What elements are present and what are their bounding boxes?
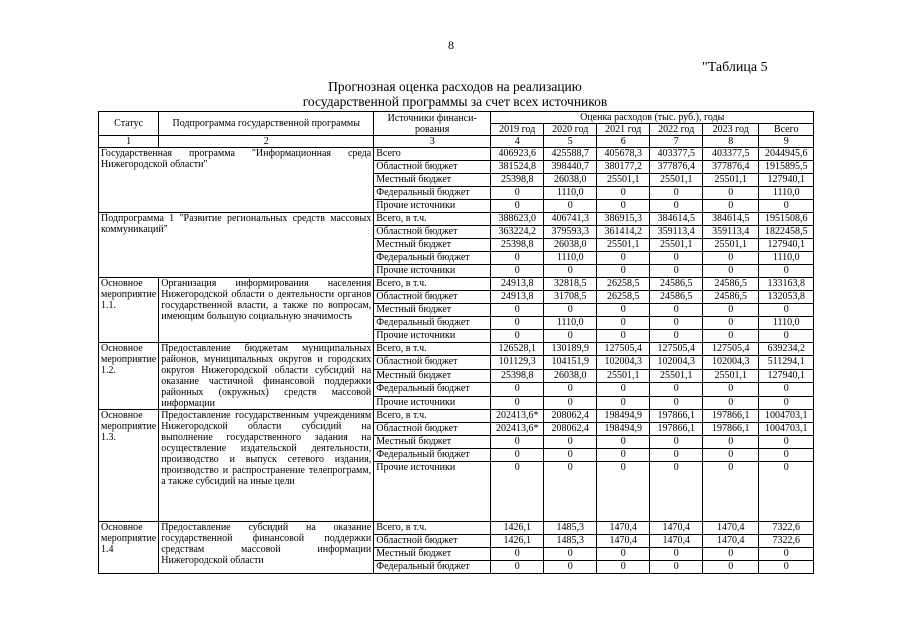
table-row	[99, 410, 814, 423]
value-cell: 0	[703, 561, 759, 574]
total-cell: 1915895,5	[759, 161, 814, 174]
value-cell: 32818,5	[544, 278, 597, 291]
column-number: 5	[544, 136, 597, 148]
status-cell: Основное мероприятие 1.2.	[99, 343, 159, 410]
value-cell: 0	[544, 462, 597, 522]
source-cell: Прочие источники	[374, 462, 491, 522]
value-cell: 1485,3	[544, 522, 597, 535]
value-cell: 1426,1	[491, 522, 544, 535]
header-sources: Источники финанси-рования	[374, 112, 491, 136]
value-cell: 102004,3	[703, 356, 759, 369]
value-cell: 0	[544, 200, 597, 213]
value-cell: 380177,2	[597, 161, 650, 174]
value-cell: 0	[650, 317, 703, 330]
value-cell: 0	[703, 252, 759, 265]
source-cell: Областной бюджет	[374, 423, 491, 436]
value-cell: 197866,1	[650, 410, 703, 423]
value-cell: 25398,8	[491, 174, 544, 187]
value-cell: 388623,0	[491, 213, 544, 226]
value-cell: 0	[491, 200, 544, 213]
value-cell: 384614,5	[650, 213, 703, 226]
value-cell: 25501,1	[597, 174, 650, 187]
source-cell: Федеральный бюджет	[374, 449, 491, 462]
value-cell: 104151,9	[544, 356, 597, 369]
value-cell: 0	[650, 561, 703, 574]
total-cell: 2044945,6	[759, 148, 814, 161]
value-cell: 0	[650, 449, 703, 462]
total-cell: 1004703,1	[759, 423, 814, 436]
value-cell: 0	[597, 317, 650, 330]
value-cell: 26258,5	[597, 278, 650, 291]
column-number: 8	[703, 136, 759, 148]
value-cell: 0	[491, 317, 544, 330]
value-cell: 0	[703, 383, 759, 396]
value-cell: 130189,9	[544, 343, 597, 356]
value-cell: 0	[650, 187, 703, 200]
value-cell: 0	[491, 449, 544, 462]
value-cell: 1470,4	[703, 535, 759, 548]
source-cell: Всего, в т.ч.	[374, 410, 491, 423]
value-cell: 25501,1	[597, 369, 650, 382]
value-cell: 0	[597, 330, 650, 343]
source-cell: Прочие источники	[374, 330, 491, 343]
value-cell: 377876,4	[703, 161, 759, 174]
expense-table	[98, 111, 814, 574]
source-cell: Всего	[374, 148, 491, 161]
value-cell: 0	[703, 200, 759, 213]
column-number: 2	[159, 136, 374, 148]
source-cell: Федеральный бюджет	[374, 252, 491, 265]
value-cell: 0	[703, 304, 759, 317]
value-cell: 1470,4	[650, 522, 703, 535]
value-cell: 1470,4	[650, 535, 703, 548]
value-cell: 0	[544, 436, 597, 449]
value-cell: 25398,8	[491, 369, 544, 382]
value-cell: 384614,5	[703, 213, 759, 226]
value-cell: 101129,3	[491, 356, 544, 369]
title-line-2: государственной программы за счет всех источников	[302, 94, 608, 109]
value-cell: 26038,0	[544, 369, 597, 382]
value-cell: 0	[544, 383, 597, 396]
total-cell: 0	[759, 330, 814, 343]
subprogram-cell: Предоставление бюджетам муниципальных районов, муниципальных округов и городских округов Нижегородской области субсидий на оказание частичной финансовой поддержки районных (окружных) средств массовой информации	[159, 343, 374, 410]
value-cell: 377876,4	[650, 161, 703, 174]
value-cell: 0	[597, 252, 650, 265]
value-cell: 0	[491, 396, 544, 409]
total-cell: 0	[759, 449, 814, 462]
value-cell: 202413,6*	[491, 423, 544, 436]
value-cell: 0	[650, 330, 703, 343]
value-cell: 0	[491, 187, 544, 200]
source-cell: Областной бюджет	[374, 356, 491, 369]
value-cell: 361414,2	[597, 226, 650, 239]
value-cell: 0	[650, 436, 703, 449]
value-cell: 1110,0	[544, 187, 597, 200]
value-cell: 0	[597, 462, 650, 522]
value-cell: 0	[491, 252, 544, 265]
value-cell: 208062,4	[544, 410, 597, 423]
value-cell: 0	[703, 548, 759, 561]
value-cell: 1470,4	[703, 522, 759, 535]
value-cell: 363224,2	[491, 226, 544, 239]
value-cell: 0	[597, 548, 650, 561]
value-cell: 0	[703, 436, 759, 449]
source-cell: Федеральный бюджет	[374, 317, 491, 330]
source-cell: Местный бюджет	[374, 436, 491, 449]
total-cell: 1110,0	[759, 187, 814, 200]
header-year: 2021 год	[597, 124, 650, 136]
column-number: 6	[597, 136, 650, 148]
value-cell: 0	[650, 383, 703, 396]
value-cell: 359113,4	[650, 226, 703, 239]
value-cell: 208062,4	[544, 423, 597, 436]
total-cell: 1110,0	[759, 317, 814, 330]
value-cell: 379593,3	[544, 226, 597, 239]
value-cell: 406741,3	[544, 213, 597, 226]
source-cell: Прочие источники	[374, 396, 491, 409]
column-number: 9	[759, 136, 814, 148]
value-cell: 0	[544, 396, 597, 409]
value-cell: 25398,8	[491, 239, 544, 252]
total-cell: 127940,1	[759, 174, 814, 187]
value-cell: 31708,5	[544, 291, 597, 304]
table-row	[99, 278, 814, 291]
value-cell: 359113,4	[703, 226, 759, 239]
value-cell: 25501,1	[703, 369, 759, 382]
value-cell: 24586,5	[703, 278, 759, 291]
column-number: 1	[99, 136, 159, 148]
total-cell: 0	[759, 462, 814, 522]
total-cell: 127940,1	[759, 369, 814, 382]
table-title	[240, 79, 670, 109]
value-cell: 1470,4	[597, 535, 650, 548]
value-cell: 0	[597, 200, 650, 213]
value-cell: 26038,0	[544, 239, 597, 252]
column-number: 7	[650, 136, 703, 148]
title-line-1: Прогнозная оценка расходов на реализацию	[328, 79, 582, 94]
value-cell: 398440,7	[544, 161, 597, 174]
status-cell: Основное мероприятие 1.4	[99, 522, 159, 574]
source-cell: Всего, в т.ч.	[374, 343, 491, 356]
source-cell: Областной бюджет	[374, 535, 491, 548]
total-cell: 511294,1	[759, 356, 814, 369]
total-cell: 0	[759, 265, 814, 278]
value-cell: 0	[597, 436, 650, 449]
header-year: 2020 год	[544, 124, 597, 136]
value-cell: 381524,8	[491, 161, 544, 174]
total-cell: 132053,8	[759, 291, 814, 304]
source-cell: Местный бюджет	[374, 304, 491, 317]
total-cell: 1004703,1	[759, 410, 814, 423]
value-cell: 1426,1	[491, 535, 544, 548]
value-cell: 0	[650, 462, 703, 522]
source-cell: Всего, в т.ч.	[374, 278, 491, 291]
value-cell: 0	[650, 265, 703, 278]
source-cell: Областной бюджет	[374, 161, 491, 174]
value-cell: 197866,1	[703, 410, 759, 423]
value-cell: 0	[544, 548, 597, 561]
value-cell: 0	[703, 265, 759, 278]
source-cell: Областной бюджет	[374, 226, 491, 239]
source-cell: Местный бюджет	[374, 548, 491, 561]
column-number: 3	[374, 136, 491, 148]
total-cell: 127940,1	[759, 239, 814, 252]
header-year: 2023 год	[703, 124, 759, 136]
value-cell: 24586,5	[650, 278, 703, 291]
value-cell: 198494,9	[597, 410, 650, 423]
value-cell: 0	[650, 252, 703, 265]
source-cell: Местный бюджет	[374, 174, 491, 187]
program-name-cell: Подпрограмма 1 "Развитие региональных средств массовых коммуникаций"	[99, 213, 374, 278]
value-cell: 386915,3	[597, 213, 650, 226]
total-cell: 1110,0	[759, 252, 814, 265]
total-cell: 639234,2	[759, 343, 814, 356]
total-cell: 0	[759, 561, 814, 574]
header-total: Всего	[759, 124, 814, 136]
value-cell: 0	[650, 304, 703, 317]
value-cell: 0	[491, 383, 544, 396]
total-cell: 7322,6	[759, 522, 814, 535]
value-cell: 0	[597, 383, 650, 396]
total-cell: 0	[759, 436, 814, 449]
value-cell: 0	[597, 187, 650, 200]
value-cell: 0	[650, 396, 703, 409]
total-cell: 0	[759, 548, 814, 561]
value-cell: 25501,1	[650, 369, 703, 382]
value-cell: 24586,5	[703, 291, 759, 304]
value-cell: 24586,5	[650, 291, 703, 304]
source-cell: Федеральный бюджет	[374, 561, 491, 574]
value-cell: 102004,3	[597, 356, 650, 369]
value-cell: 0	[597, 561, 650, 574]
value-cell: 0	[597, 304, 650, 317]
header-estimate: Оценка расходов (тыс. руб.), годы	[491, 112, 814, 124]
value-cell: 0	[544, 265, 597, 278]
table-row	[99, 213, 814, 226]
value-cell: 202413,6*	[491, 410, 544, 423]
value-cell: 406923,6	[491, 148, 544, 161]
column-number: 4	[491, 136, 544, 148]
value-cell: 127505,4	[650, 343, 703, 356]
source-cell: Местный бюджет	[374, 369, 491, 382]
subprogram-cell: Предоставление субсидий на оказание государственной финансовой поддержки средствам массовой информации Нижегородской области	[159, 522, 374, 574]
value-cell: 0	[703, 396, 759, 409]
source-cell: Федеральный бюджет	[374, 187, 491, 200]
value-cell: 197866,1	[650, 423, 703, 436]
value-cell: 25501,1	[703, 174, 759, 187]
value-cell: 126528,1	[491, 343, 544, 356]
value-cell: 0	[491, 436, 544, 449]
value-cell: 0	[703, 187, 759, 200]
value-cell: 0	[544, 304, 597, 317]
header-year: 2022 год	[650, 124, 703, 136]
source-cell: Федеральный бюджет	[374, 383, 491, 396]
source-cell: Прочие источники	[374, 265, 491, 278]
source-cell: Прочие источники	[374, 200, 491, 213]
value-cell: 24913,8	[491, 291, 544, 304]
value-cell: 0	[544, 561, 597, 574]
program-name-cell: Государственная программа "Информационная среда Нижегородской области"	[99, 148, 374, 213]
value-cell: 127505,4	[703, 343, 759, 356]
value-cell: 0	[597, 449, 650, 462]
value-cell: 1485,3	[544, 535, 597, 548]
total-cell: 0	[759, 304, 814, 317]
value-cell: 0	[491, 561, 544, 574]
value-cell: 25501,1	[597, 239, 650, 252]
value-cell: 25501,1	[703, 239, 759, 252]
value-cell: 0	[491, 304, 544, 317]
value-cell: 425588,7	[544, 148, 597, 161]
source-cell: Местный бюджет	[374, 239, 491, 252]
header-subprogram: Подпрограмма государственной программы	[159, 112, 374, 136]
value-cell: 0	[491, 330, 544, 343]
source-cell: Всего, в т.ч.	[374, 522, 491, 535]
status-cell: Основное мероприятие 1.3.	[99, 410, 159, 522]
value-cell: 127505,4	[597, 343, 650, 356]
table-row	[99, 522, 814, 535]
value-cell: 0	[650, 200, 703, 213]
value-cell: 25501,1	[650, 239, 703, 252]
value-cell: 26258,5	[597, 291, 650, 304]
total-cell: 133163,8	[759, 278, 814, 291]
value-cell: 197866,1	[703, 423, 759, 436]
value-cell: 198494,9	[597, 423, 650, 436]
value-cell: 0	[703, 462, 759, 522]
value-cell: 26038,0	[544, 174, 597, 187]
total-cell: 0	[759, 200, 814, 213]
total-cell: 7322,6	[759, 535, 814, 548]
table-row	[99, 148, 814, 161]
value-cell: 1110,0	[544, 317, 597, 330]
page-number: 8	[448, 38, 454, 52]
value-cell: 403377,5	[703, 148, 759, 161]
table-row	[99, 343, 814, 356]
value-cell: 0	[703, 330, 759, 343]
value-cell: 0	[650, 548, 703, 561]
table-note: "Таблица 5	[702, 60, 768, 75]
value-cell: 0	[703, 449, 759, 462]
value-cell: 24913,8	[491, 278, 544, 291]
value-cell: 403377,5	[650, 148, 703, 161]
source-cell: Всего, в т.ч.	[374, 213, 491, 226]
source-cell: Областной бюджет	[374, 291, 491, 304]
status-cell: Основное мероприятие 1.1.	[99, 278, 159, 343]
value-cell: 25501,1	[650, 174, 703, 187]
total-cell: 0	[759, 383, 814, 396]
value-cell: 102004,3	[650, 356, 703, 369]
value-cell: 0	[597, 396, 650, 409]
subprogram-cell: Предоставление государственным учреждениям Нижегородской области субсидий на выполнение государственного задания на осуществление издательской деятельности, производство и выпуск сетевого издания, производство и распространение телепрограмм, а также субсидий на иные цели	[159, 410, 374, 522]
total-cell: 1951508,6	[759, 213, 814, 226]
value-cell: 0	[491, 548, 544, 561]
value-cell: 0	[491, 265, 544, 278]
value-cell: 0	[491, 462, 544, 522]
total-cell: 0	[759, 396, 814, 409]
value-cell: 405678,3	[597, 148, 650, 161]
value-cell: 0	[544, 449, 597, 462]
value-cell: 1110,0	[544, 252, 597, 265]
value-cell: 1470,4	[597, 522, 650, 535]
value-cell: 0	[544, 330, 597, 343]
value-cell: 0	[703, 317, 759, 330]
total-cell: 1822458,5	[759, 226, 814, 239]
header-status: Статус	[99, 112, 159, 136]
header-year: 2019 год	[491, 124, 544, 136]
subprogram-cell: Организация информирования населения Нижегородской области о деятельности органов государственной власти, а также по вопросам, имеющим большую социальную значимость	[159, 278, 374, 343]
value-cell: 0	[597, 265, 650, 278]
